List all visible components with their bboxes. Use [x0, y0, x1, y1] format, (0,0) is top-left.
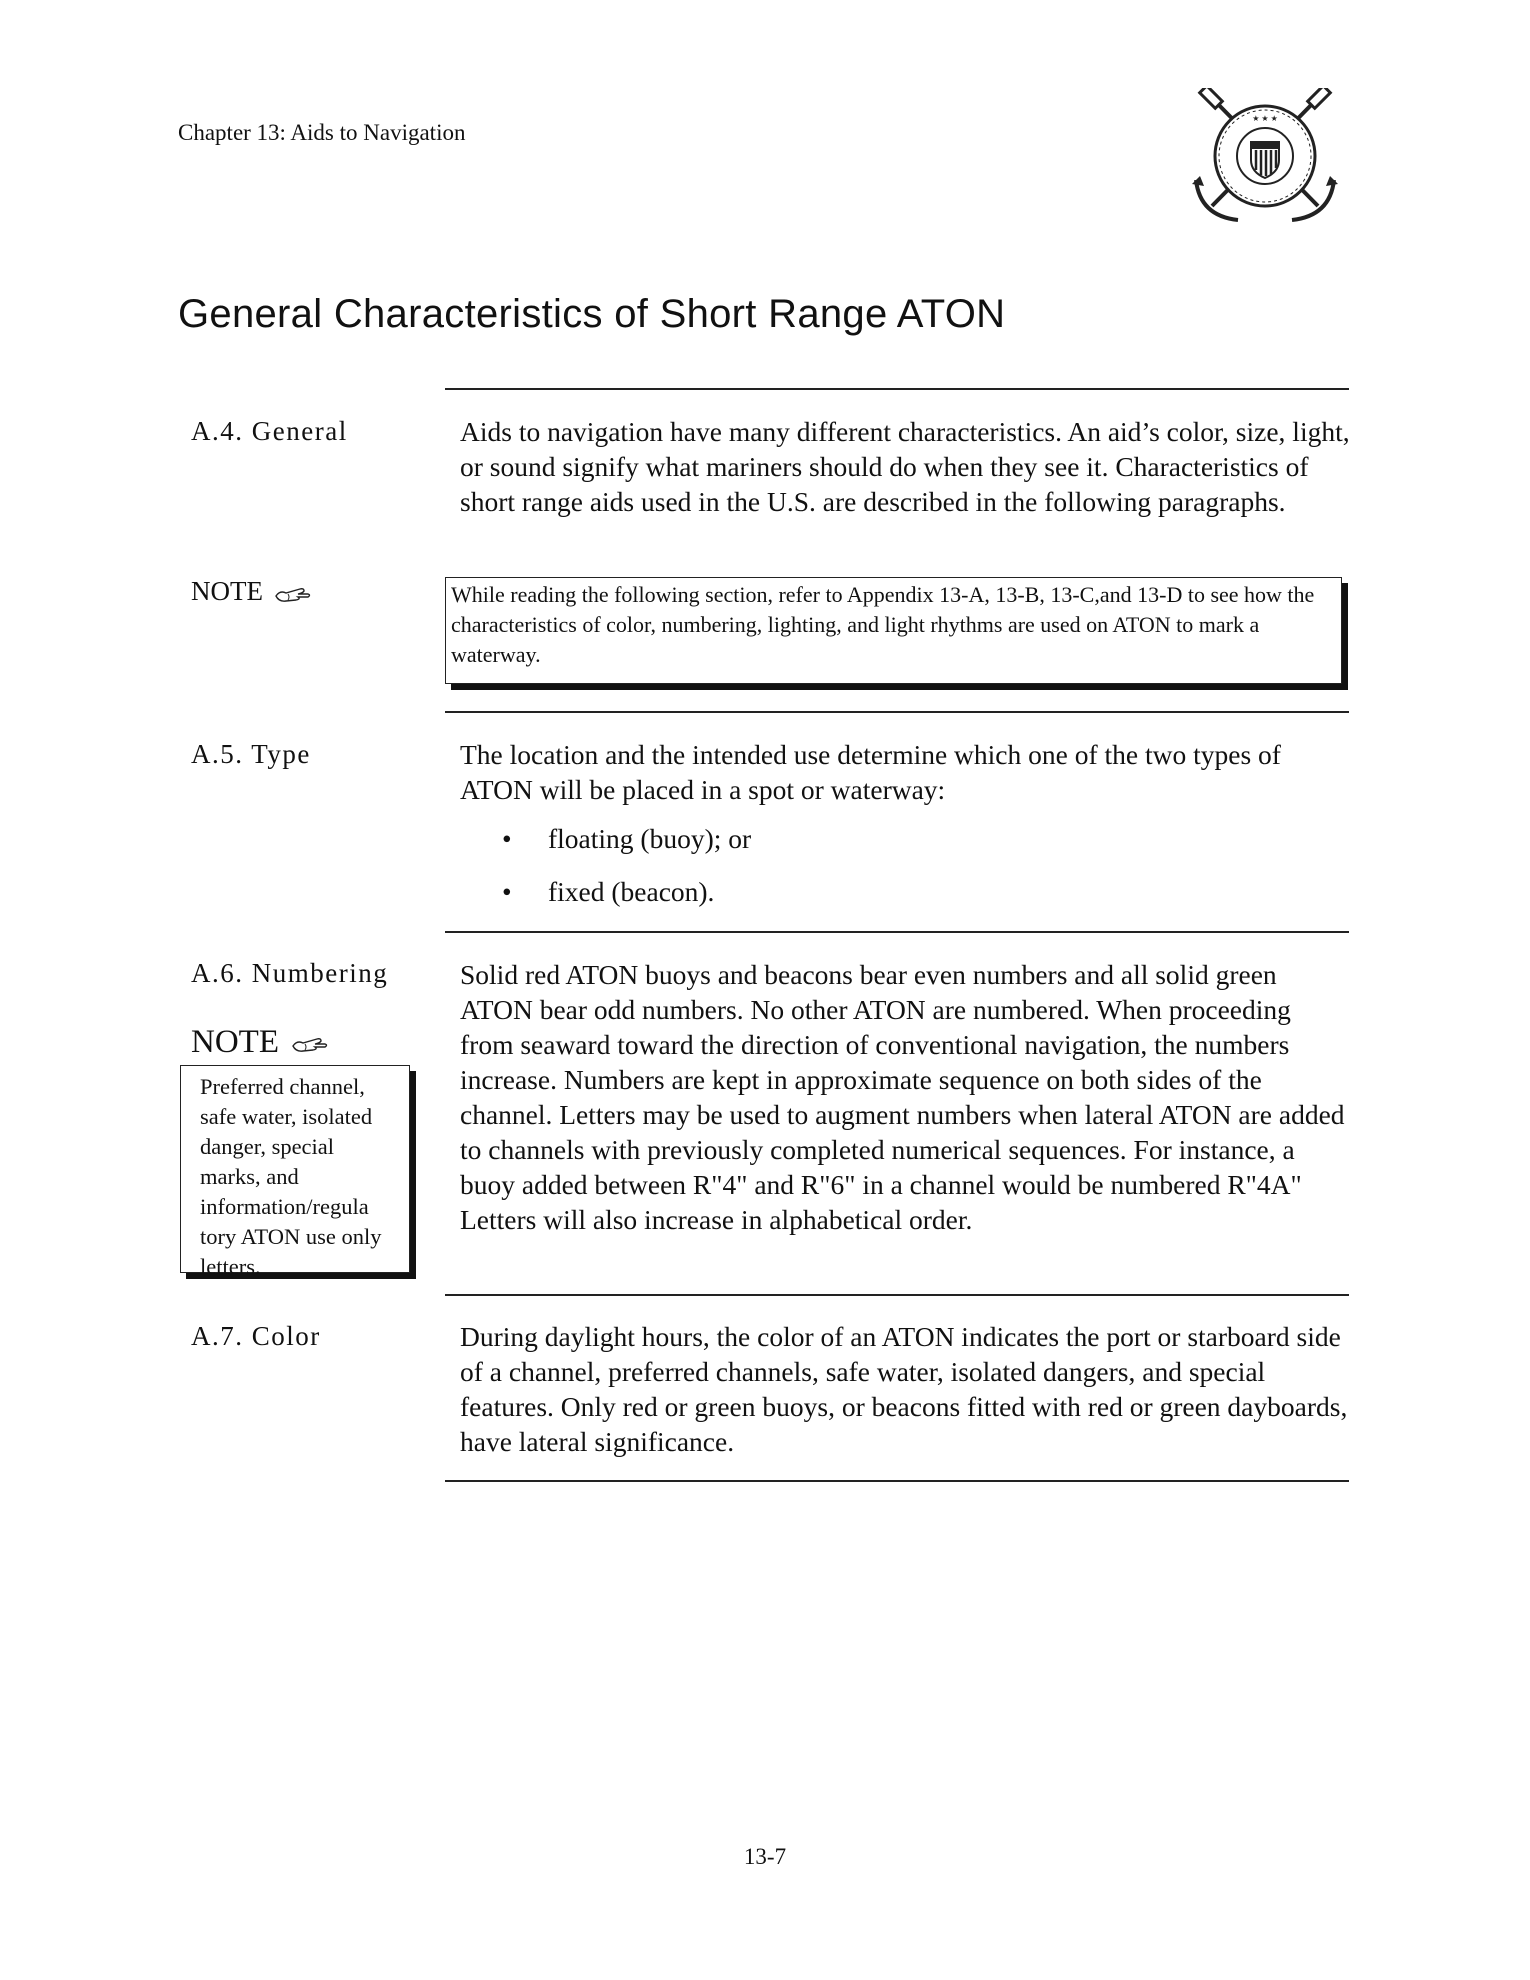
- section-label-general: A.4. General: [191, 416, 348, 446]
- note-box: Preferred channel, safe water, isolated danger, special marks, and information/regula tory ATON use only letters.: [180, 1065, 410, 1273]
- type-bullet-list: [460, 821, 1350, 909]
- section-label-type: A.5. Type: [191, 739, 311, 769]
- pointing-hand-icon: [274, 584, 314, 604]
- page-number: 13-7: [743, 1844, 787, 1869]
- page-title: General Characteristics of Short Range ATON: [178, 292, 1006, 336]
- section-text-type: [460, 737, 1350, 927]
- note-box: While reading the following section, refer to Appendix 13-A, 13-B, 13-C,and 13-D to see how the characteristics of color, numbering, lighting, and light rhythms are used on ATON to mark a waterway.: [445, 577, 1342, 684]
- uscg-seal-icon: [1190, 88, 1340, 228]
- section-text-general: Aids to navigation have many different characteristics. An aid’s color, size, light, or sound signify what mariners should do when they see it. Characteristics of short range aids used in the U.S. are described in the following paragraphs.: [460, 416, 1350, 517]
- section-divider: [445, 931, 1349, 933]
- pointing-hand-icon: [291, 1034, 331, 1054]
- section-label-numbering: A.6. Numbering: [191, 958, 389, 988]
- list-item: • fixed (beacon).: [502, 876, 715, 907]
- section-divider: [445, 1294, 1349, 1296]
- section-divider: [445, 388, 1349, 390]
- note-label: NOTE: [191, 1024, 331, 1061]
- svg-text:★ ★ ★: ★ ★ ★: [1252, 114, 1278, 123]
- section-text-color: During daylight hours, the color of an ATON indicates the port or starboard side of a channel, preferred channels, safe water, isolated dangers, and special features. Only red or green buoys, or beacons fitted with red or green dayboards, have lateral significance.: [460, 1321, 1348, 1457]
- running-head: Chapter 13: Aids to Navigation: [178, 120, 466, 145]
- section-divider: [445, 1480, 1349, 1482]
- section-label-color: A.7. Color: [191, 1321, 321, 1351]
- note-label: NOTE: [191, 576, 314, 607]
- section-divider: [445, 711, 1349, 713]
- section-text-type-intro: The location and the intended use determine which one of the two types of ATON will be placed in a spot or waterway:: [460, 739, 1281, 805]
- list-item: • floating (buoy); or: [502, 823, 752, 854]
- section-text-numbering: Solid red ATON buoys and beacons bear even numbers and all solid green ATON bear odd numbers. No other ATON are numbered. When proceeding from seaward toward the direction of conventional navigation, the numbers increase. Numbers are kept in approximate sequence on both sides of the channel. Letters may be used to augment numbers when lateral ATON are added to channels with previously completed numerical sequences. For instance, a buoy added between R"4" and R"6" in a channel would be numbered R"4A" Letters will also increase in alphabetical order.: [460, 959, 1345, 1235]
